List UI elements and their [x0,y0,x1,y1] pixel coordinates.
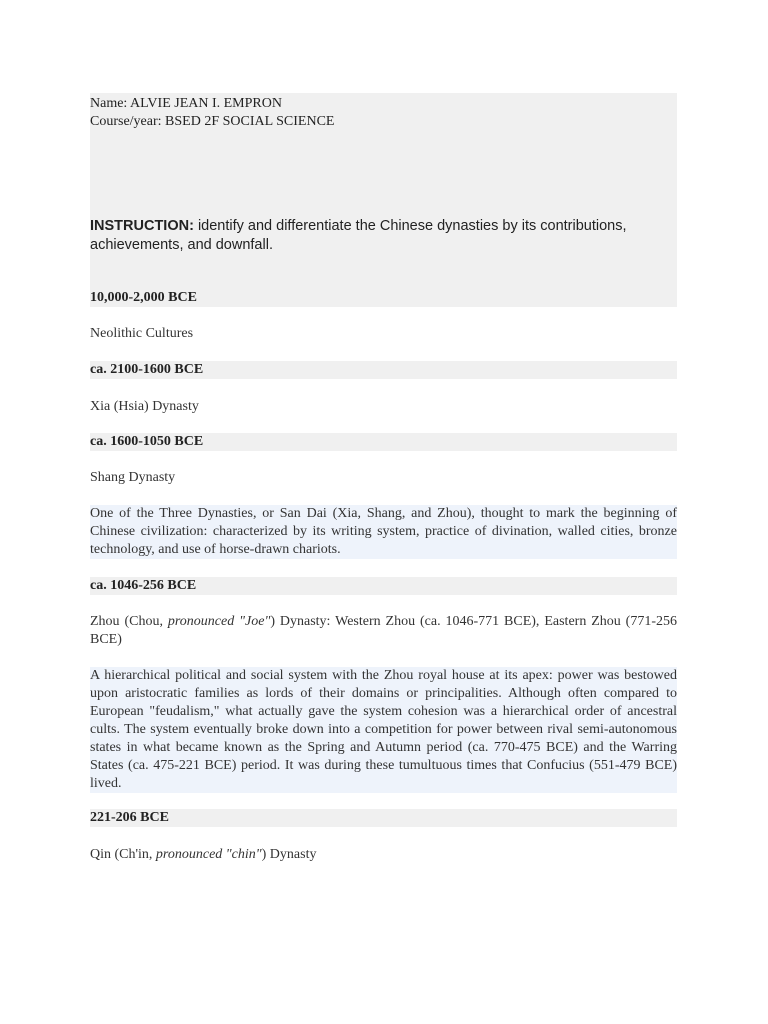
instruction-label: INSTRUCTION: [90,218,194,234]
date-neolithic: 10,000-2,000 BCE [90,290,197,305]
date-zhou: ca. 1046-256 BCE [90,577,677,595]
title-qin-pronunciation: pronounced "chin" [155,847,262,862]
student-name: Name: ALVIE JEAN I. EMPRON [90,96,282,111]
title-neolithic: Neolithic Cultures [90,326,194,341]
title-qin [90,846,677,864]
title-zhou [90,613,677,649]
desc-zhou: A hierarchical political and social system with the Zhou royal house at its apex: power was bestowed upon aristocratic families as lords of their domains or principalities. Although often compared to European "feudalism," what actually gave the system cohesion was a hierarchical order of ancestral cults. The system eventually broke down into a competition for power between rival semi-autonomous states in what became known as the Spring and Autumn period (ca. 770-475 BCE) and the Warring States (ca. 475-221 BCE) period. It was during these tumultuous times that Confucius (551-479 BCE) lived. [90,668,677,791]
title-qin-pre: Qin (Ch'in, [90,847,156,862]
title-shang: Shang Dynasty [90,470,176,485]
date-xia: ca. 2100-1600 BCE [90,361,677,379]
title-zhou-post: ) Dynasty: Western Zhou (ca. 1046-771 BCE), Eastern Zhou (771-256 BCE) [90,614,678,647]
course-year: Course/year: BSED 2F SOCIAL SCIENCE [90,114,335,129]
title-zhou-pre: Zhou (Chou, [90,614,168,629]
date-shang: ca. 1600-1050 BCE [90,433,677,451]
instruction-text: identify and differentiate the Chinese dynasties by its contributions, achievements, and downfall. [90,218,627,253]
header-box [90,93,677,307]
date-qin: 221-206 BCE [90,809,677,827]
title-xia: Xia (Hsia) Dynasty [90,399,199,414]
instruction-paragraph [90,217,670,254]
title-zhou-pronunciation: pronounced "Joe" [167,614,271,629]
title-qin-post: ) Dynasty [261,847,317,862]
desc-shang: One of the Three Dynasties, or San Dai (Xia, Shang, and Zhou), thought to mark the beginning of Chinese civilization: characterized by its writing system, practice of divination, walled cities, bronze technology, and use of horse-drawn chariots. [90,506,677,557]
